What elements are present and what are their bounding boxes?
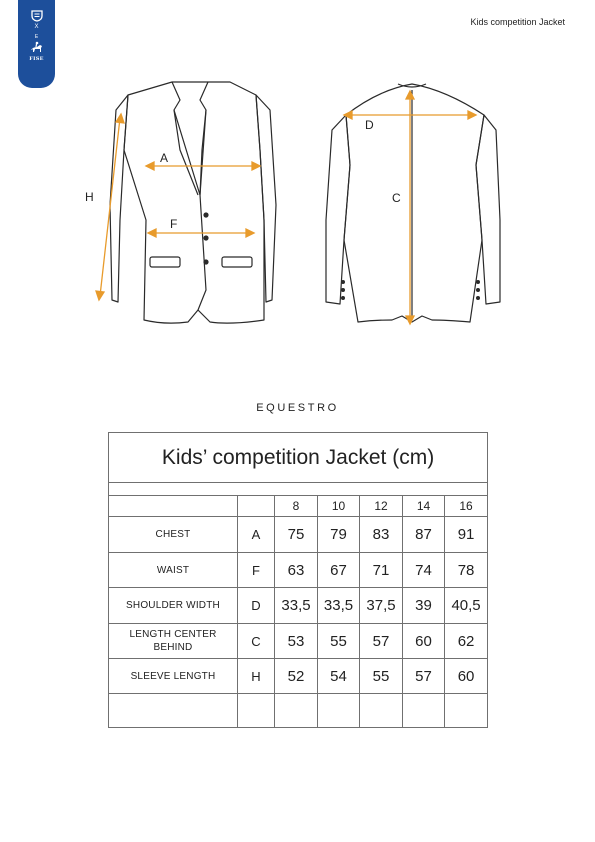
table-spacer [109, 483, 488, 496]
brand-logo-text: EQUESTRO [256, 402, 339, 414]
measure-label-f: F [170, 217, 178, 231]
row-value: 62 [445, 624, 488, 659]
row-code: A [238, 517, 275, 553]
header-empty-label [109, 496, 238, 517]
row-value: 79 [318, 517, 360, 553]
row-value: 63 [275, 553, 318, 588]
row-label: SLEEVE LENGTH [109, 659, 238, 694]
row-code: D [238, 588, 275, 624]
jacket-front-svg [80, 70, 290, 335]
badge-fise: FISE [29, 56, 44, 62]
header-size: 12 [360, 496, 403, 517]
shield-icon [31, 10, 43, 22]
row-label: WAIST [109, 553, 238, 588]
badge-x: X [34, 24, 39, 30]
row-value: 75 [275, 517, 318, 553]
size-table [108, 432, 488, 728]
measure-label-d: D [365, 118, 374, 132]
measure-label-c: C [392, 191, 401, 205]
fise-badge [18, 0, 55, 88]
row-value: 87 [403, 517, 445, 553]
row-label: CHEST [109, 517, 238, 553]
row-value: 40,5 [445, 588, 488, 624]
row-value: 60 [445, 659, 488, 694]
measure-label-h: H [85, 190, 94, 204]
row-value: 91 [445, 517, 488, 553]
row-value: 52 [275, 659, 318, 694]
row-code: F [238, 553, 275, 588]
table-row [109, 659, 488, 694]
row-value: 33,5 [318, 588, 360, 624]
row-code: H [238, 659, 275, 694]
jacket-front-diagram [80, 70, 290, 335]
row-value: 55 [360, 659, 403, 694]
row-value: 67 [318, 553, 360, 588]
header-size: 8 [275, 496, 318, 517]
row-value: 60 [403, 624, 445, 659]
row-value: 55 [318, 624, 360, 659]
row-value: 33,5 [275, 588, 318, 624]
jacket-back-diagram [318, 70, 503, 335]
table-row [109, 517, 488, 553]
jacket-back-svg [318, 70, 503, 335]
header-empty-code [238, 496, 275, 517]
page-header-title: Kids competition Jacket [470, 17, 565, 27]
header-size: 10 [318, 496, 360, 517]
header-size: 16 [445, 496, 488, 517]
row-value: 39 [403, 588, 445, 624]
badge-e: E [34, 34, 39, 40]
header-size: 14 [403, 496, 445, 517]
row-value: 37,5 [360, 588, 403, 624]
row-value: 74 [403, 553, 445, 588]
horse-rider-icon [29, 41, 45, 55]
row-value: 71 [360, 553, 403, 588]
table-row [109, 624, 488, 659]
row-value: 54 [318, 659, 360, 694]
row-label: SHOULDER WIDTH [109, 588, 238, 624]
row-value: 83 [360, 517, 403, 553]
row-label: LENGTH CENTER BEHIND [109, 624, 238, 659]
row-value: 53 [275, 624, 318, 659]
row-code: C [238, 624, 275, 659]
row-value: 57 [403, 659, 445, 694]
row-value: 78 [445, 553, 488, 588]
table-title: Kids’ competition Jacket (cm) [109, 433, 488, 483]
table-row [109, 588, 488, 624]
measure-label-a: A [160, 151, 169, 165]
table-empty-row [109, 694, 488, 728]
table-header-row [109, 496, 488, 517]
table-row [109, 553, 488, 588]
row-value: 57 [360, 624, 403, 659]
